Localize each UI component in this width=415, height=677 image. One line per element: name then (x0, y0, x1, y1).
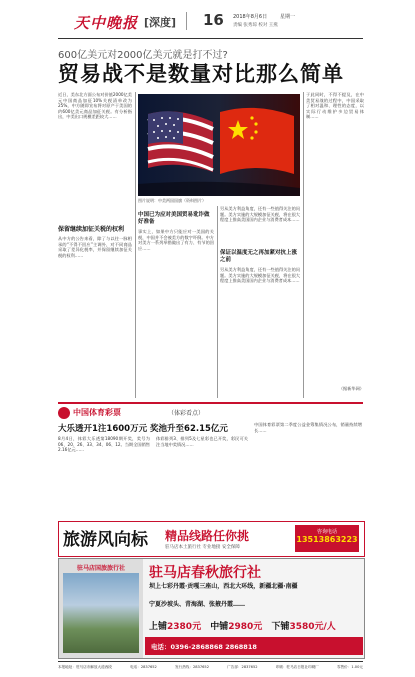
travel-ad-small: 驻马店本土旅行社 专业地接 安全保障 (165, 545, 240, 550)
footer-price: 零售价：1.00元 (336, 665, 363, 669)
header-editors: 责编 张秀琼 校对 王燕 (233, 23, 278, 28)
tour-ad-route-2: 宁夏沙坡头、青海湖、张掖丹霞…… (149, 601, 246, 608)
photo-caption: 图片说明：中美两国国旗（资料图片） (138, 198, 206, 203)
price-2: 2980元 (228, 622, 263, 632)
price-1-label: 上铺 (149, 622, 168, 632)
tour-ad-left-block (59, 559, 143, 658)
article-paragraph: 从中方的公告来看，除了与以往一脉相承的“不得不回应”主调外，对不同商品采取了差异化税率，并保留继续加征关税的权利…… (58, 236, 132, 258)
header-rule (58, 38, 363, 39)
header-date: 2018年8月6日 (233, 14, 268, 20)
lottery-title: 中国体育彩票 (73, 408, 121, 417)
article-column-2 (138, 206, 214, 398)
tour-ad-title: 驻马店春秋旅行社 (149, 565, 261, 581)
byline: （据新华网） (338, 386, 364, 391)
article-column-1 (58, 92, 132, 397)
header-divider (186, 12, 187, 30)
subhead: 保证以温度无之再加紧对抗上涨之前 (220, 250, 298, 263)
footer (58, 661, 363, 672)
header-weekday: 星期一 (280, 14, 296, 20)
footer-address: 本报地址：驻马店市解放大道西段 (58, 665, 112, 669)
footer-distribution: 发行热线：2837652 (175, 665, 209, 669)
scenery-photo (63, 573, 139, 653)
column-divider (217, 206, 218, 398)
tour-ad-prices (149, 619, 361, 633)
lottery-text-right: 体彩排列3、排列5及七星彩也已开奖，彩民可关注当地中奖情况…… (156, 436, 248, 447)
footer-ad-dept: 广告部：2837652 (227, 665, 258, 669)
article-paragraph: 另从美方利益角度，还有一些值得关注的问题。美方实施的大规模加征关税，将在很大程度上推高美国国内企业与消费者成本…… (220, 267, 300, 284)
lottery-text-left: 8月4日，体彩大乐透第18090期开奖，奖号为06、20、26、33、34、06、12。当期全国销售2.16亿元…… (58, 436, 150, 453)
logo: 天中晚报 (74, 14, 139, 32)
footer-phone: 电话：2837652 (130, 665, 157, 669)
article-paragraph: 于此同时，不得不提及，在中美贸易战的过程中，中国采取了相对温和、理性的态度，以实际行动维护多边贸易体制…… (306, 92, 364, 120)
article-paragraph: 近日，美东北方面公布对价值2000亿美元中国商品加征10%关税清单改为25%，中方随即宣布将对原产于美国的约600亿美元商品加征关税。有分析指出，中美出口规模差距较大…… (58, 92, 132, 120)
column-divider (135, 92, 136, 398)
tour-ad[interactable] (58, 558, 365, 659)
lottery-headline: 大乐透开1注1600万元 奖池升至62.15亿元 (58, 424, 228, 434)
article-paragraph: 另从美方利益角度，还有一些值得关注的问题。美方实施的大规模加征关税，将在很大程度上推高美国国内企业与消费者成本…… (220, 206, 300, 223)
masthead (0, 0, 415, 40)
tour-ad-route-1: 坝上七彩丹霞·贡嘎三座山，西北大环线，新疆北疆·南疆 (149, 583, 298, 590)
lottery-section (58, 402, 363, 520)
article-column-3 (220, 206, 300, 398)
travel-ad-slogan: 精品线路任你挑 (165, 529, 250, 543)
footer-printer: 印刷：驻马店日报社印刷厂 (275, 665, 319, 669)
column-divider (303, 92, 304, 398)
travel-ad-phone-box (295, 525, 359, 552)
lottery-text-far: 中国体育彩票第二季度公益金筹集情况公布，销量持续增长…… (254, 422, 362, 433)
article-column-4 (306, 92, 364, 398)
article-paragraph: 事实上，如果中方只能应对一美国的关税，中国并不会被美方的数字吓倒。中方对美方一系列举措做出了有力、有节的回应…… (138, 229, 214, 251)
tour-ad-hotline-bar (145, 637, 363, 655)
price-2-label: 中铺 (210, 622, 229, 632)
kicker: 600亿美元对2000亿美元就是打不过? (58, 50, 228, 61)
travel-ad-brand: 旅游风向标 (63, 530, 148, 550)
travel-ad-phone: 13513863223 (296, 535, 358, 544)
travel-ad-banner[interactable] (58, 521, 365, 557)
tour-ad-left-brand: 驻马店国旅旅行社 (76, 565, 125, 572)
flags-photo (138, 94, 300, 196)
page-number: 16 (203, 11, 224, 29)
subhead: 保留继续加征关税的权利 (58, 226, 125, 233)
lottery-logo-icon (58, 407, 70, 419)
section-label: [深度] (144, 16, 177, 29)
price-3: 3580元/人 (289, 622, 336, 632)
subhead: 中国已为应对美国贸易讹诈做好准备 (138, 212, 210, 225)
tour-ad-hotline: 电话：0396-2868868 2868818 (151, 643, 257, 651)
price-3-label: 下铺 (271, 622, 290, 632)
main-headline: 贸易战不是数量对比那么简单 (58, 62, 344, 86)
travel-ad-phone-label: 咨询电话 (316, 529, 337, 535)
lottery-subtitle: （体彩看点） (168, 410, 205, 417)
price-1: 2380元 (167, 622, 202, 632)
lottery-header (58, 406, 363, 420)
